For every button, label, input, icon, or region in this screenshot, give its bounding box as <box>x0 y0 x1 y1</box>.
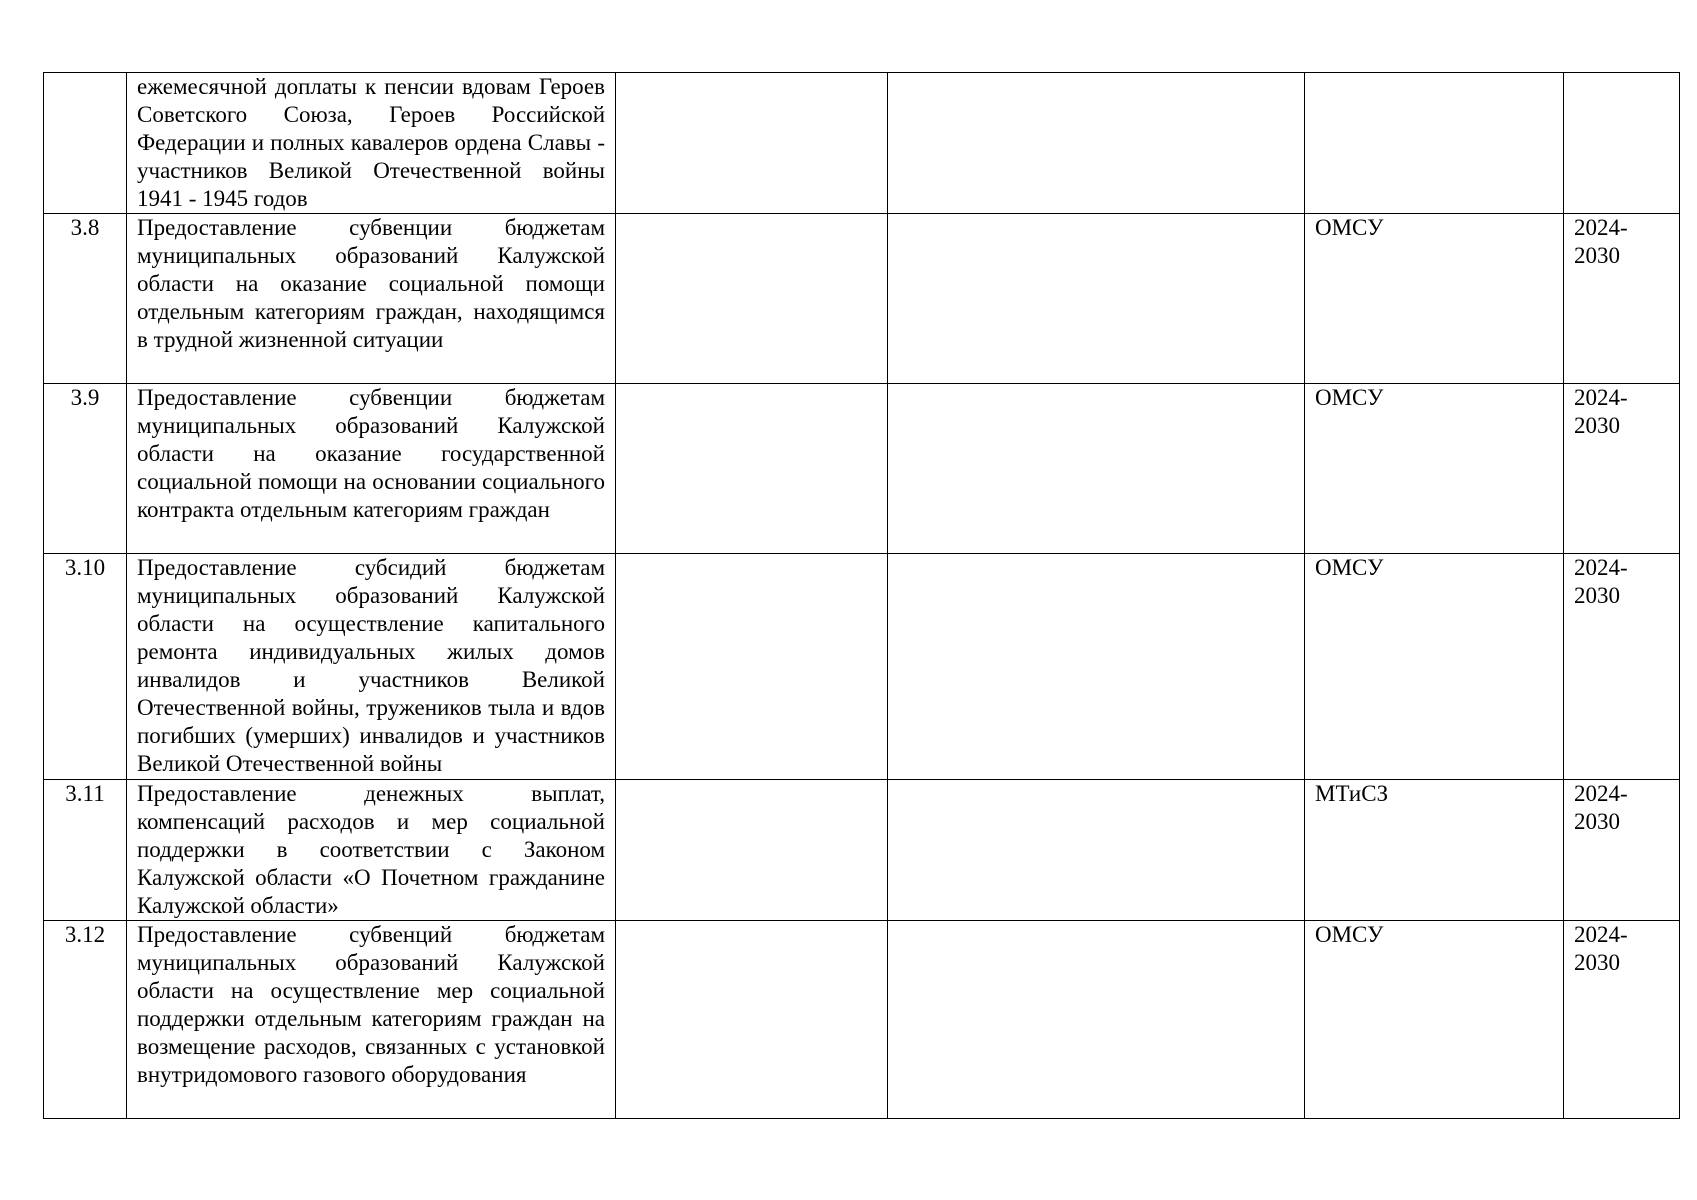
row-number: 3.11 <box>44 780 127 921</box>
cell-col4 <box>888 73 1305 214</box>
measure-description: Предоставление субсидий бюджетам муниципальных образований Калужской области на осуществление капитального ремонта индивидуальных жилых домов инвалидов и участников Великой Отечественной войны, тружеников тыла и вдов погибших (умерших) инвалидов и участников Великой Отечественной войны <box>127 554 616 780</box>
cell-col4 <box>888 780 1305 921</box>
executor-cell: ОМСУ <box>1305 384 1564 554</box>
measure-description: Предоставление субвенции бюджетам муниципальных образований Калужской области на оказание государственной социальной помощи на основании социального контракта отдельным категориям граждан <box>127 384 616 554</box>
measure-description: Предоставление денежных выплат, компенсаций расходов и мер социальной поддержки в соответствии с Законом Калужской области «О Почетном гражданине Калужской области» <box>127 780 616 921</box>
table-row <box>44 780 1680 921</box>
cell-col4 <box>888 214 1305 384</box>
row-number: 3.8 <box>44 214 127 384</box>
row-number: 3.12 <box>44 921 127 1119</box>
table-row <box>44 554 1680 780</box>
executor-cell: ОМСУ <box>1305 214 1564 384</box>
measures-table <box>43 72 1680 1119</box>
period-cell: 2024-2030 <box>1564 214 1680 384</box>
measure-description: ежемесячной доплаты к пенсии вдовам Героев Советского Союза, Героев Российской Федерации и полных кавалеров ордена Славы - участников Великой Отечественной войны 1941 - 1945 годов <box>127 73 616 214</box>
cell-col3 <box>616 214 888 384</box>
row-number <box>44 73 127 214</box>
period-cell: 2024-2030 <box>1564 384 1680 554</box>
period-cell: 2024-2030 <box>1564 554 1680 780</box>
table-row <box>44 384 1680 554</box>
cell-col3 <box>616 554 888 780</box>
period-cell: 2024-2030 <box>1564 921 1680 1119</box>
measure-description: Предоставление субвенций бюджетам муниципальных образований Калужской области на осуществление мер социальной поддержки отдельным категориям граждан на возмещение расходов, связанных с установкой внутридомового газового оборудования <box>127 921 616 1119</box>
measure-description: Предоставление субвенции бюджетам муниципальных образований Калужской области на оказание социальной помощи отдельным категориям граждан, находящимся в трудной жизненной ситуации <box>127 214 616 384</box>
executor-cell: МТиСЗ <box>1305 780 1564 921</box>
executor-cell <box>1305 73 1564 214</box>
cell-col4 <box>888 384 1305 554</box>
table-row <box>44 921 1680 1119</box>
period-cell <box>1564 73 1680 214</box>
table-row <box>44 214 1680 384</box>
cell-col3 <box>616 384 888 554</box>
table-row <box>44 73 1680 214</box>
cell-col3 <box>616 921 888 1119</box>
cell-col4 <box>888 921 1305 1119</box>
row-number: 3.10 <box>44 554 127 780</box>
executor-cell: ОМСУ <box>1305 921 1564 1119</box>
cell-col3 <box>616 780 888 921</box>
cell-col4 <box>888 554 1305 780</box>
cell-col3 <box>616 73 888 214</box>
period-cell: 2024-2030 <box>1564 780 1680 921</box>
row-number: 3.9 <box>44 384 127 554</box>
executor-cell: ОМСУ <box>1305 554 1564 780</box>
